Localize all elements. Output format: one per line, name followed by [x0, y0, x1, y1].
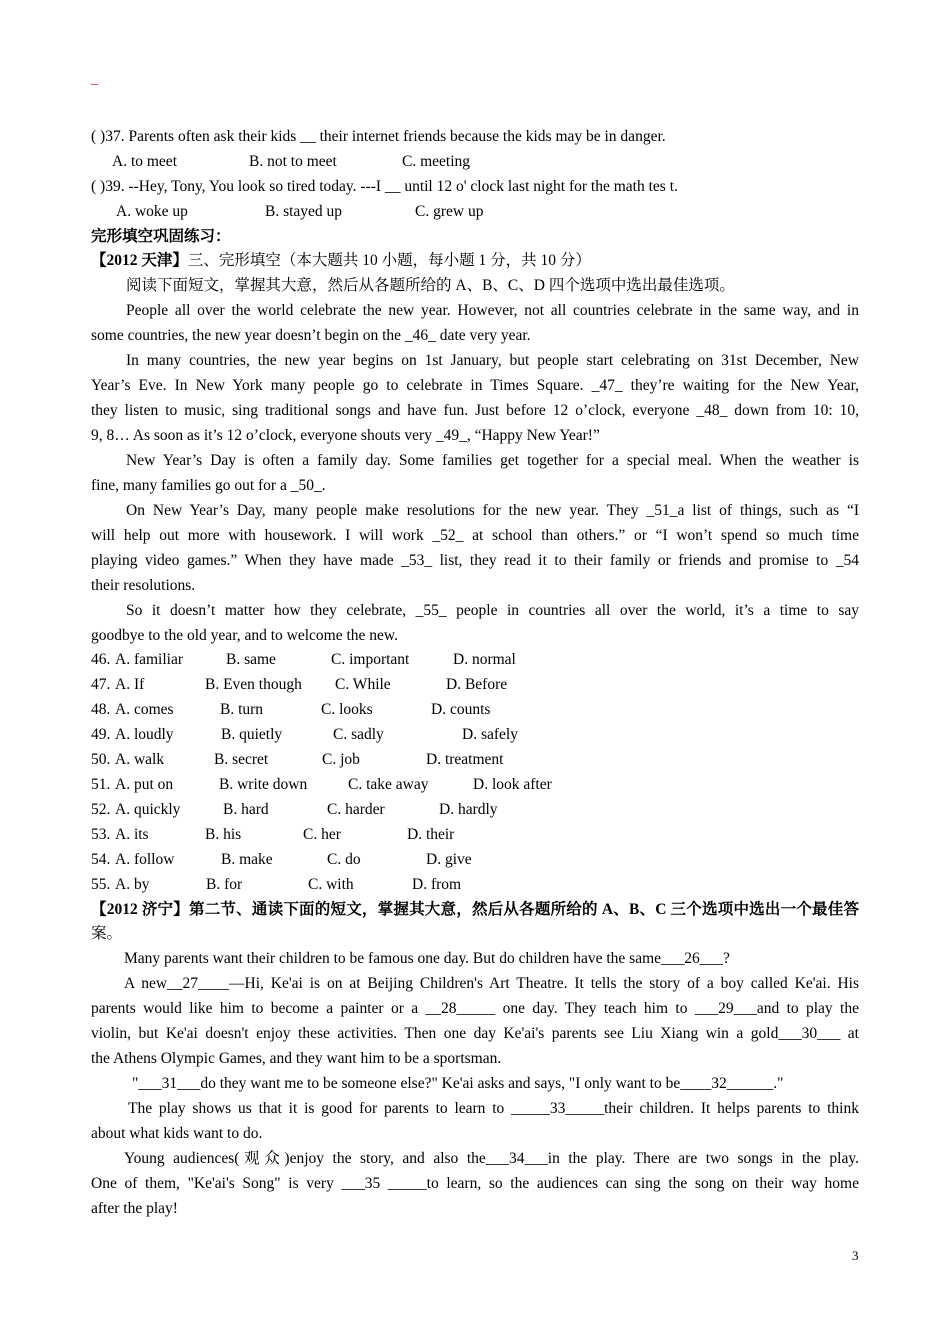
question-option: A. quickly: [115, 801, 181, 818]
tianjin-passage-line: So it doesn’t matter how they celebrate, _55_ people in countries all over the world, it’s a time to say: [126, 602, 859, 619]
question-option: A. loudly: [115, 726, 174, 743]
page-number: 3: [852, 1248, 859, 1263]
question-37-stem: ( )37. Parents often ask their kids __ their internet friends because the kids may be in danger.: [91, 128, 666, 145]
question-option: D. from: [412, 876, 462, 893]
question-option: C. sadly: [333, 726, 384, 743]
tianjin-passage-line: goodbye to the old year, and to welcome the new.: [91, 627, 398, 644]
question-option: A. familiar: [115, 651, 184, 668]
tianjin-passage-line: New Year’s Day is often a family day. Some families get together for a special meal. When the weather is: [126, 452, 859, 469]
question-option: C. looks: [321, 701, 373, 718]
question-number: 46.: [91, 651, 111, 668]
question-option: C. job: [322, 751, 360, 768]
question-39-options: [91, 199, 859, 224]
question-option: C. take away: [348, 776, 429, 793]
question-number: 50.: [91, 751, 111, 768]
question-number: 52.: [91, 801, 111, 818]
tianjin-passage-line: People all over the world celebrate the new year. However, not all countries celebrate in the same way, and in: [126, 302, 859, 319]
question-option: D. give: [426, 851, 472, 868]
question-option: C. do: [327, 851, 361, 868]
q37-option-c: C. meeting: [402, 153, 471, 170]
jining-passage-line: after the play!: [91, 1200, 178, 1217]
tianjin-question-row: [91, 797, 859, 822]
jining-passage-line: A new__27____—Hi, Ke'ai is on at Beijing Children's Art Theatre. It tells the story of a boy called Ke'ai. His: [124, 975, 859, 992]
q39-option-c: C. grew up: [415, 203, 484, 220]
tianjin-question-row: [91, 847, 859, 872]
question-option: D. look after: [473, 776, 552, 793]
tianjin-passage-line: some countries, the new year doesn’t begin on the _46_ date very year.: [91, 327, 531, 344]
tianjin-instruction: 阅读下面短文，掌握其大意，然后从各题所给的 A、B、C、D 四个选项中选出最佳选项。: [126, 277, 735, 294]
question-option: D. safely: [462, 726, 518, 743]
tianjin-passage-line: Year’s Eve. In New York many people go to celebrate in Times Square. _47_ they’re waiting for the New Year,: [91, 377, 859, 394]
q37-option-b: B. not to meet: [249, 153, 337, 170]
question-option: C. important: [331, 651, 410, 668]
jining-header-line: [91, 897, 859, 922]
jining-passage-line: One of them, "Ke'ai's Song" is very ___35 _____to learn, so the audiences can sing the song on their way home: [91, 1175, 859, 1192]
question-option: B. secret: [214, 751, 269, 768]
tianjin-passage-line: their resolutions.: [91, 577, 196, 594]
question-option: B. write down: [219, 776, 308, 793]
question-number: 53.: [91, 826, 111, 843]
tianjin-question-row: [91, 772, 859, 797]
question-option: A. put on: [115, 776, 174, 793]
question-number: 55.: [91, 876, 111, 893]
tianjin-passage-line: fine, many families go out for a _50_.: [91, 477, 326, 494]
question-option: A. by: [115, 876, 150, 893]
question-option: D. their: [407, 826, 455, 843]
question-number: 47.: [91, 676, 111, 693]
question-option: D. Before: [446, 676, 508, 693]
question-option: A. walk: [115, 751, 165, 768]
jining-header-line-2: 案。: [91, 925, 123, 942]
tianjin-header-tag: 【2012 天津】: [91, 252, 188, 269]
section-title: 完形填空巩固练习：: [91, 228, 231, 245]
question-option: B. for: [206, 876, 243, 893]
tianjin-passage-line: On New Year’s Day, many people make resolutions for the new year. They _51_a list of things, such as “I: [126, 502, 859, 519]
tianjin-question-row: [91, 697, 859, 722]
question-option: B. make: [221, 851, 273, 868]
question-number: 48.: [91, 701, 111, 718]
question-number: 54.: [91, 851, 111, 868]
q39-option-b: B. stayed up: [265, 203, 343, 220]
tianjin-question-row: [91, 672, 859, 697]
tianjin-question-row: [91, 647, 859, 672]
tianjin-question-row: [91, 722, 859, 747]
jining-passage-line: The play shows us that it is good for parents to learn to _____33_____their children. It helps parents to think: [128, 1100, 859, 1117]
question-option: B. turn: [220, 701, 264, 718]
question-number: 49.: [91, 726, 111, 743]
jining-passage-line: the Athens Olympic Games, and they want him to be a sportsman.: [91, 1050, 502, 1067]
question-option: D. counts: [431, 701, 491, 718]
tianjin-passage-line: 9, 8… As soon as it’s 12 o’clock, everyone shouts very _49_, “Happy New Year!”: [91, 427, 600, 444]
tianjin-passage-line: will help out more with housework. I will work _52_ at school than others.” or “I won’t spend so much time: [91, 527, 859, 544]
jining-passage-line: "___31___do they want me to be someone else?" Ke'ai asks and says, "I only want to be____32______.": [132, 1075, 784, 1092]
question-option: B. same: [226, 651, 276, 668]
tianjin-passage-line: In many countries, the new year begins on 1st January, but people start celebrating on 31st December, New: [126, 352, 859, 369]
jining-passage-line: Young audiences(观众)enjoy the story, and also the___34___in the play. There are two songs in the play.: [124, 1150, 859, 1167]
question-option: D. hardly: [439, 801, 498, 818]
question-option: A. If: [115, 676, 145, 693]
jining-header-text: 【2012 济宁】第二节、通读下面的短文，掌握其大意，然后从各题所给的 A、B、C 三个选项中选出一个最佳答: [91, 901, 859, 918]
question-option: A. comes: [115, 701, 174, 718]
question-option: B. hard: [223, 801, 269, 818]
q37-option-a: A. to meet: [112, 153, 177, 170]
tianjin-question-row: [91, 872, 859, 897]
question-option: A. its: [115, 826, 149, 843]
question-option: B. quietly: [221, 726, 283, 743]
question-39-stem: ( )39. --Hey, Tony, You look so tired today. ---I __ until 12 o' clock last night for the math tes t.: [91, 178, 678, 195]
question-number: 51.: [91, 776, 111, 793]
tianjin-passage-line: playing video games.” When they have made _53_ list, they read it to their family or friends and promise to _54: [91, 552, 859, 569]
question-option: C. harder: [327, 801, 385, 818]
question-option: B. Even though: [205, 676, 302, 693]
jining-passage-line: Many parents want their children to be famous one day. But do children have the same___26___?: [124, 950, 730, 967]
question-option: B. his: [205, 826, 242, 843]
tianjin-question-row: [91, 747, 859, 772]
question-37-options: [91, 149, 859, 174]
question-option: D. normal: [453, 651, 516, 668]
jining-passage-line: about what kids want to do.: [91, 1125, 263, 1142]
red-marker: _: [91, 72, 98, 87]
jining-passage-line: violin, but Ke'ai doesn't enjoy these activities. Then one day Ke'ai's parents see Liu Xiang win a gold___30___ at: [91, 1025, 859, 1042]
question-option: A. follow: [115, 851, 175, 868]
tianjin-question-row: [91, 822, 859, 847]
q39-option-a: A. woke up: [116, 203, 188, 220]
jining-passage-line: parents would like him to become a painter or a __28_____ one day. They teach him to ___29___and to play the: [91, 1000, 859, 1017]
tianjin-header: [91, 248, 859, 273]
question-option: C. with: [308, 876, 354, 893]
question-option: D. treatment: [426, 751, 504, 768]
question-option: C. her: [303, 826, 341, 843]
tianjin-passage-line: they listen to music, sing traditional songs and have fun. Just before 12 o’clock, everyone _48_ down from 10: 10,: [91, 402, 859, 419]
tianjin-header-text: 三、完形填空（本大题共 10 小题，每小题 1 分，共 10 分）: [187, 252, 591, 269]
question-option: C. While: [335, 676, 391, 693]
